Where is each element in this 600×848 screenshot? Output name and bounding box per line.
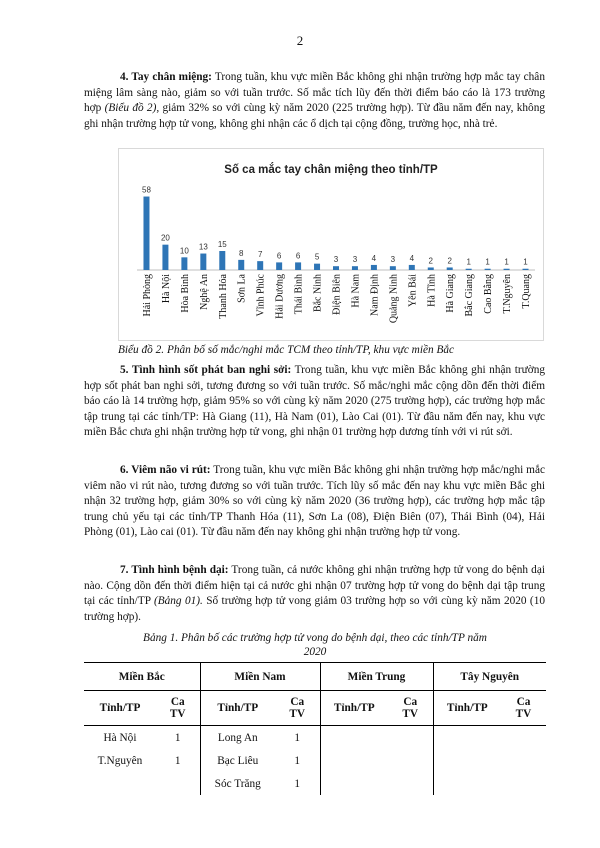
table-row: [84, 749, 546, 772]
deaths-column-header: Ca TV: [501, 691, 546, 726]
tick-label: Nghệ An: [198, 274, 210, 310]
table-cell: [320, 726, 388, 750]
data-label: 20: [160, 233, 170, 243]
tick-label: T.Nguyên: [502, 274, 514, 314]
data-label: 8: [239, 248, 244, 258]
data-label: 7: [257, 250, 263, 260]
province-column-header: Tỉnh/TP: [200, 691, 275, 726]
bar: [181, 257, 187, 270]
chart-bars: [142, 186, 532, 324]
province-column-header: Tỉnh/TP: [84, 691, 156, 726]
bar: [466, 269, 472, 270]
section-6-paragraph: [84, 463, 545, 541]
tick-label: Hải Dương: [274, 274, 286, 319]
bar: [314, 264, 320, 270]
table-row: [84, 726, 546, 750]
bar: [143, 197, 149, 270]
province-column-header: Tỉnh/TP: [433, 691, 501, 726]
bar: [428, 267, 434, 270]
data-label: 58: [142, 185, 151, 195]
section-7-text-1: Trong tuần, cả nước không ghi nhận trường hợp tử vong do bệnh dại nào. Cộng dồn đến thời điểm hiện tại cả nước ghi nhận 07 trường hợp tử vong do bệnh dại tập trung tại các tỉnh/TP: [84, 564, 545, 608]
data-label: 3: [390, 255, 396, 265]
data-label: 6: [295, 251, 301, 261]
table-cell: [433, 749, 501, 772]
bar: [352, 266, 358, 270]
region-header: Tây Nguyên: [433, 663, 546, 691]
table-cell: [156, 772, 200, 795]
section-5-heading: 5. Tình hình sốt phát ban nghi sởi:: [120, 364, 292, 376]
section-4-paragraph: [84, 70, 545, 132]
data-label: 13: [198, 242, 208, 252]
chart-title: Số ca mắc tay chân miệng theo tỉnh/TP: [224, 164, 438, 176]
table-caption-line-1: Bảng 1. Phân bố các trường hợp tử vong do bệnh dại, theo các tỉnh/TP năm: [143, 632, 487, 644]
data-label: 10: [179, 246, 189, 256]
region-header: Miền Nam: [200, 663, 320, 691]
table-cell: [320, 749, 388, 772]
tick-label: Cao Bằng: [483, 274, 495, 314]
table-cell: [433, 772, 501, 795]
bar: [257, 261, 263, 270]
deaths-column-header: Ca TV: [388, 691, 433, 726]
tick-label: Bắc Ninh: [312, 274, 324, 313]
table-cell: 1: [294, 754, 301, 767]
section-5-paragraph: [84, 363, 545, 441]
page-number: 2: [296, 33, 304, 48]
table-cell: [501, 749, 546, 772]
table-cell: 1: [174, 731, 181, 744]
data-label: 4: [371, 253, 377, 263]
table-cell: Long An: [200, 726, 275, 750]
data-label: 5: [314, 252, 320, 262]
tick-label: Hà Tĩnh: [426, 274, 438, 307]
table-cell: Hà Nội: [103, 731, 137, 744]
data-label: 1: [523, 257, 528, 267]
table-cell: [388, 772, 433, 795]
section-6-heading: 6. Viêm não vi rút:: [120, 464, 211, 476]
table-cell: T.Nguyên: [97, 754, 143, 767]
bar: [409, 265, 415, 270]
tick-label: T.Quang: [521, 274, 533, 309]
table-column-header-row: [84, 691, 546, 726]
table-cell: [388, 749, 433, 772]
table-cell: Sóc Trăng: [200, 772, 275, 795]
tick-label: Hòa Bình: [179, 274, 191, 313]
data-label: 1: [504, 257, 509, 267]
table-cell: 1: [294, 731, 301, 744]
rabies-deaths-table: [84, 662, 546, 795]
region-header: Miền Trung: [320, 663, 433, 691]
bar: [447, 267, 453, 270]
bar: [162, 245, 168, 270]
data-label: 3: [352, 255, 358, 265]
tick-label: Sơn La: [236, 274, 248, 303]
bar: [333, 266, 339, 270]
tick-label: Thái Bình: [293, 274, 305, 315]
section-7-paragraph: [84, 563, 545, 625]
tick-label: Bắc Giang: [464, 274, 476, 317]
table-cell: [388, 726, 433, 750]
bar: [295, 262, 301, 270]
tick-label: Yên Bái: [407, 274, 419, 308]
data-label: 6: [276, 251, 282, 261]
table-caption-line-2: 2020: [303, 646, 327, 658]
table-cell: 1: [174, 754, 181, 767]
section-7-text-2: Số trường hợp tử vong giảm 03 trường hợp so với cùng kỳ năm 2020 (10 trường hợp).: [84, 595, 545, 623]
section-7-heading: 7. Tình hình bệnh dại:: [120, 564, 229, 576]
data-label: 2: [447, 256, 452, 266]
table-row: [84, 772, 546, 795]
data-label: 1: [466, 257, 471, 267]
tick-label: Hà Nam: [350, 274, 362, 308]
tick-label: Vĩnh Phúc: [255, 274, 267, 317]
tick-label: Quảng Ninh: [388, 274, 400, 324]
bar: [523, 269, 529, 270]
bar: [485, 269, 491, 270]
bar: [371, 265, 377, 270]
bar: [200, 254, 206, 270]
deaths-column-header: Ca TV: [275, 691, 320, 726]
deaths-column-header: Ca TV: [156, 691, 200, 726]
bar: [238, 260, 244, 270]
table-cell: [84, 772, 156, 795]
tick-label: Nam Định: [369, 274, 381, 316]
table-cell: [501, 772, 546, 795]
bar: [219, 251, 225, 270]
table-caption: [84, 631, 546, 659]
table-cell: [501, 726, 546, 750]
data-label: 2: [428, 256, 433, 266]
bar: [390, 266, 396, 270]
section-4-text-1: Trong tuần, khu vực miền Bắc không ghi nhận trường hợp mắc tay chân miệng lâm sàng nào, giảm so với tuần trước. Số mắc tích lũy đến thời điểm báo cáo là 173 trường hợp: [84, 71, 545, 115]
tick-label: Hà Nội: [160, 274, 172, 304]
section-7-table-ref: (Bảng 01).: [153, 595, 203, 608]
chart-caption: Biểu đồ 2. Phân bố số mắc/nghi mắc TCM theo tỉnh/TP, khu vực miền Bắc: [118, 344, 455, 356]
section-4-chart-ref: (Biểu đồ 2),: [104, 102, 160, 115]
table-cell: Bạc Liêu: [200, 749, 275, 772]
chart-canvas: [119, 149, 543, 340]
table-cell: [320, 772, 388, 795]
section-4-text-2: giảm 32% so với cùng kỳ năm 2020 (225 trường hợp). Từ đầu năm đến nay, không ghi nhận trường hợp tử vong, không ghi nhận các ổ dịch tại cộng đồng, trường học, nhà trẻ.: [84, 102, 545, 130]
bar: [504, 269, 510, 270]
bar: [276, 262, 282, 270]
data-label: 4: [409, 253, 415, 263]
data-label: 1: [485, 257, 490, 267]
tick-label: Hải Phòng: [141, 274, 153, 317]
section-4-heading: 4. Tay chân miệng:: [120, 71, 212, 83]
table-region-header-row: [84, 663, 546, 691]
section-6-text: Trong tuần, khu vực miền Bắc không ghi nhận trường hợp mắc/nghi mắc viêm não vi rút nào, tương đương so với tuần trước. Tích lũy số mắc đến nay khu vực miền Bắc ghi nhận 32 trường hợp, giảm 30% so với cùng kỳ năm 2020 (36 trường hợp), các trường hợp mắc tập trung chủ yếu tại các tỉnh/TP Thanh Hóa (11), Sơn La (08), Điện Biên (07), Thái Bình (04), Hải Phòng (01), Lào cai (01). Từ đầu năm đến nay không ghi nhận trường hợp tử vong.: [84, 464, 545, 539]
table-cell: 1: [294, 777, 301, 790]
tick-label: Thanh Hóa: [217, 274, 229, 319]
data-label: 3: [333, 255, 339, 265]
data-label: 15: [217, 240, 227, 249]
hfmd-bar-chart: [118, 148, 544, 341]
region-header: Miền Bắc: [84, 663, 200, 691]
section-5-text: Trong tuần, khu vực miền Bắc không ghi nhận trường hợp sốt phát ban nghi sởi, tương đương so với tuần trước. Số mắc/nghi mắc cộng dồn đến thời điểm báo cáo là 14 trường hợp, giảm 95% so với cùng kỳ năm 2020 (275 trường hợp), các trường hợp mắc tập trung tại các tỉnh/TP: Hà Giang (11), Hà Nam (01), Lào Cai (01). Từ đầu năm đến nay, khu vực miền Bắc chưa ghi nhận trường hợp tử vong, ghi nhận 01 trường hợp dương tính với vi rút sởi.: [84, 364, 545, 439]
tick-label: Hà Giang: [445, 274, 457, 313]
province-column-header: Tỉnh/TP: [320, 691, 388, 726]
tick-label: Điện Biên: [331, 274, 343, 315]
table-cell: [433, 726, 501, 750]
